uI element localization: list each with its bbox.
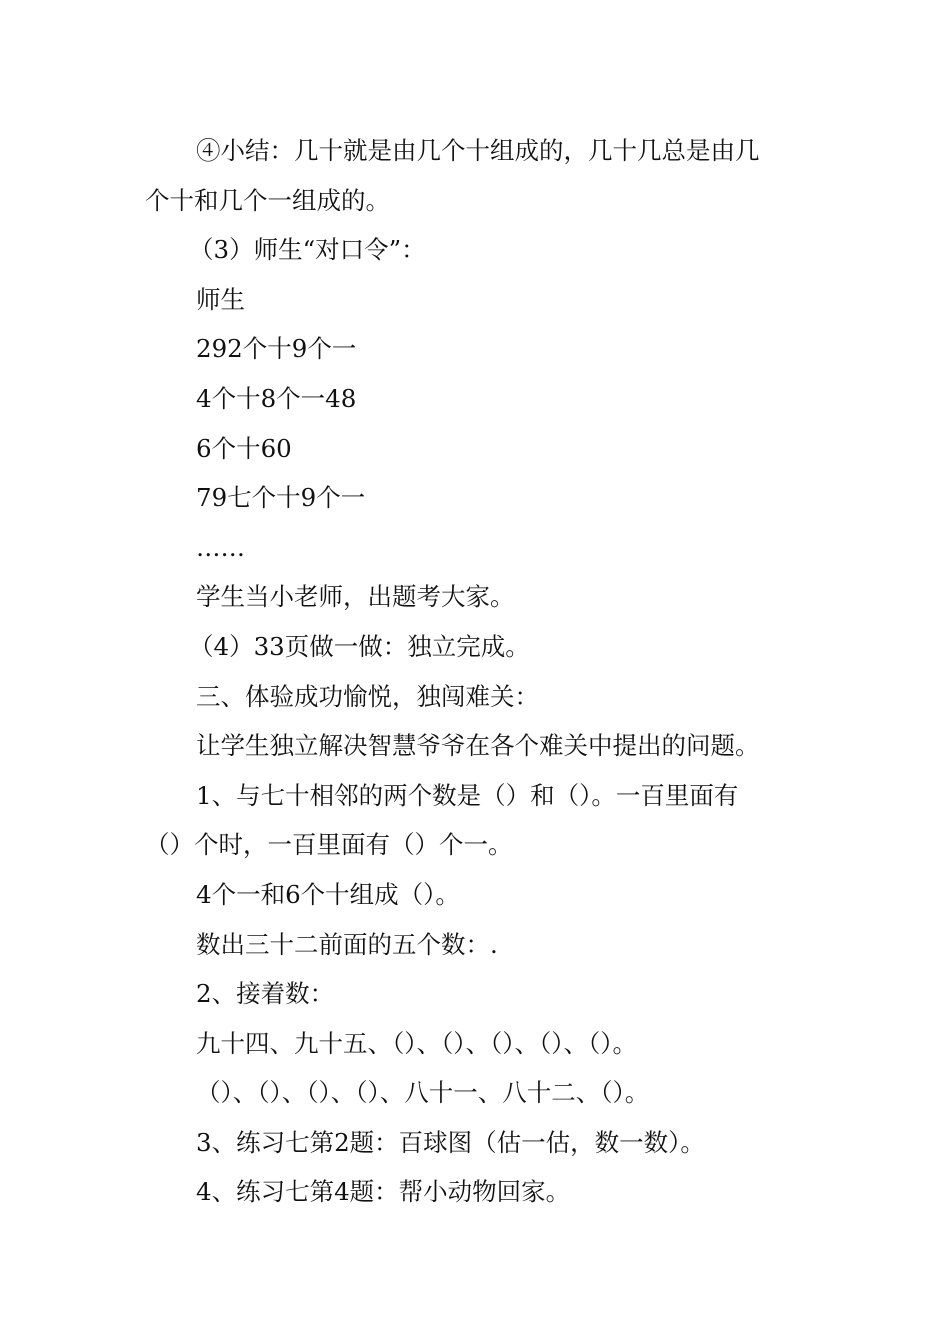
instruction-line: 让学生独立解决智慧爷爷在各个难关中提出的问题。 [196,731,760,761]
drill-line-3: 6个十60 [196,433,292,463]
drill-line-2: 4个十8个一48 [196,383,357,413]
exercise-2-line-1: 九十四、九十五、（）、（）、（）、（）、（）。 [196,1028,637,1058]
section-heading-4: （4）33页做一做：独立完成。 [189,631,530,661]
teacher-student-label: 师生 [196,284,245,314]
student-teacher-line: 学生当小老师，出题考大家。 [196,582,515,612]
summary-line-1: ④小结：几十就是由几个十组成的，几十几总是由几 [196,136,760,165]
document-body [145,126,810,1217]
summary-line-2: 个十和几个一组成的。 [145,185,390,215]
exercise-2-heading: 2、接着数： [196,979,335,1009]
exercise-3-line: 3、练习七第2题：百球图（估一估，数一数）。 [196,1127,705,1157]
exercise-1-line-4: 数出三十二前面的五个数：. [196,929,498,959]
exercise-1-line-2: （）个时，一百里面有（）个一。 [145,830,513,860]
part-three-heading: 三、体验成功愉悦，独闯难关： [196,681,539,711]
section-heading-3: （3）师生“对口令”： [189,235,426,265]
exercise-1-line-3: 4个一和6个十组成（）。 [196,879,460,909]
drill-line-1: 292个十9个一 [196,334,357,364]
exercise-2-line-2: （）、（）、（）、（）、八十一、八十二、（）。 [196,1078,650,1108]
drill-line-4: 79七个十9个一 [196,483,366,513]
ellipsis-line: …… [196,532,245,562]
exercise-1-line-1: 1、与七十相邻的两个数是（）和（）。一百里面有 [196,780,739,810]
exercise-4-line: 4、练习七第4题：帮小动物回家。 [196,1177,571,1207]
